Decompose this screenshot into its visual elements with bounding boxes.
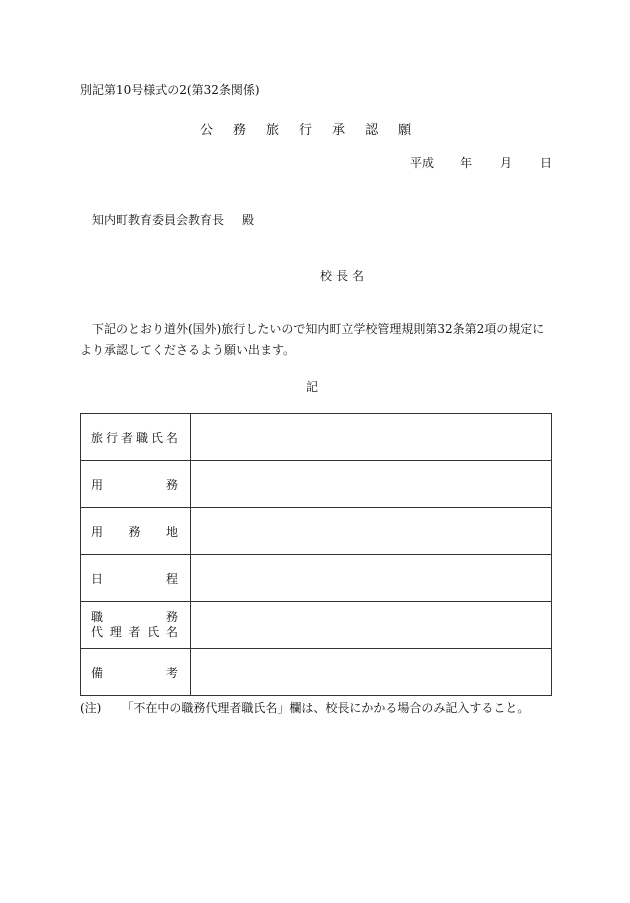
label-char: 名 [165,625,178,639]
row-label-cell [81,555,191,602]
title-char: 願 [398,123,432,138]
note-text: 「不在中の職務代理者職氏名」欄は、校長にかかる場合のみ記入すること。 [121,701,530,715]
document-title [200,119,431,138]
date-line [410,154,552,171]
form-reference: 別記第10号様式の2(第32条関係) [80,83,260,97]
table-row [81,649,552,696]
label-char: 氏 [147,625,160,639]
title-char: 認 [365,123,399,138]
ki-heading: 記 [306,380,319,394]
row-value-cell[interactable] [191,508,552,555]
date-month-unit: 月 [500,156,513,170]
table-row [81,508,552,555]
label-char: 程 [165,571,178,586]
date-year-unit: 年 [460,156,473,170]
table-row [81,414,552,461]
date-era: 平成 [410,156,435,170]
addressee [92,211,254,228]
label-char: 備 [91,665,104,680]
row-label-cell [81,461,191,508]
row-value-cell[interactable] [191,602,552,649]
title-char: 公 [200,123,234,138]
row-value-cell[interactable] [191,461,552,508]
label-char: 行 [105,430,118,445]
label-char: 考 [165,665,178,680]
row-value-cell[interactable] [191,555,552,602]
label-char: 用 [91,524,104,539]
label-char: 日 [91,571,104,586]
row-label-cell [81,508,191,555]
label-char: 者 [128,625,141,639]
row-label-cell [81,602,191,649]
addressee-name: 知内町教育委員会教育長 [92,213,225,227]
date-day-unit: 日 [540,156,553,170]
label-char: 名 [165,430,178,445]
label-char: 用 [91,477,104,492]
label-char: 職 [91,610,104,624]
request-body: 下記のとおり道外(国外)旅行したいので知内町立学校管理規則第32条第2項の規定により承認してくださるよう願い出ます。 [80,322,545,357]
label-char: 者 [120,430,133,445]
row-value-cell[interactable] [191,649,552,696]
title-char: 承 [332,123,366,138]
honorific: 殿 [242,213,255,227]
label-char: 氏 [150,430,163,445]
title-char: 旅 [266,123,300,138]
detail-table [80,413,552,696]
table-row [81,555,552,602]
label-char: 務 [165,610,178,624]
label-char: 職 [135,430,148,445]
label-char: 務 [128,524,141,539]
label-char: 務 [165,477,178,492]
label-char: 旅 [91,430,104,445]
label-char: 理 [109,625,122,639]
table-row [81,461,552,508]
row-value-cell[interactable] [191,414,552,461]
row-label-cell [81,414,191,461]
row-label-cell [81,649,191,696]
title-char: 務 [233,123,267,138]
label-char: 代 [91,625,104,639]
sender-label: 校長名 [320,269,369,283]
table-row [81,602,552,649]
label-char: 地 [165,524,178,539]
footnote [80,699,529,716]
title-char: 行 [299,123,333,138]
note-mark: (注) [80,701,102,715]
